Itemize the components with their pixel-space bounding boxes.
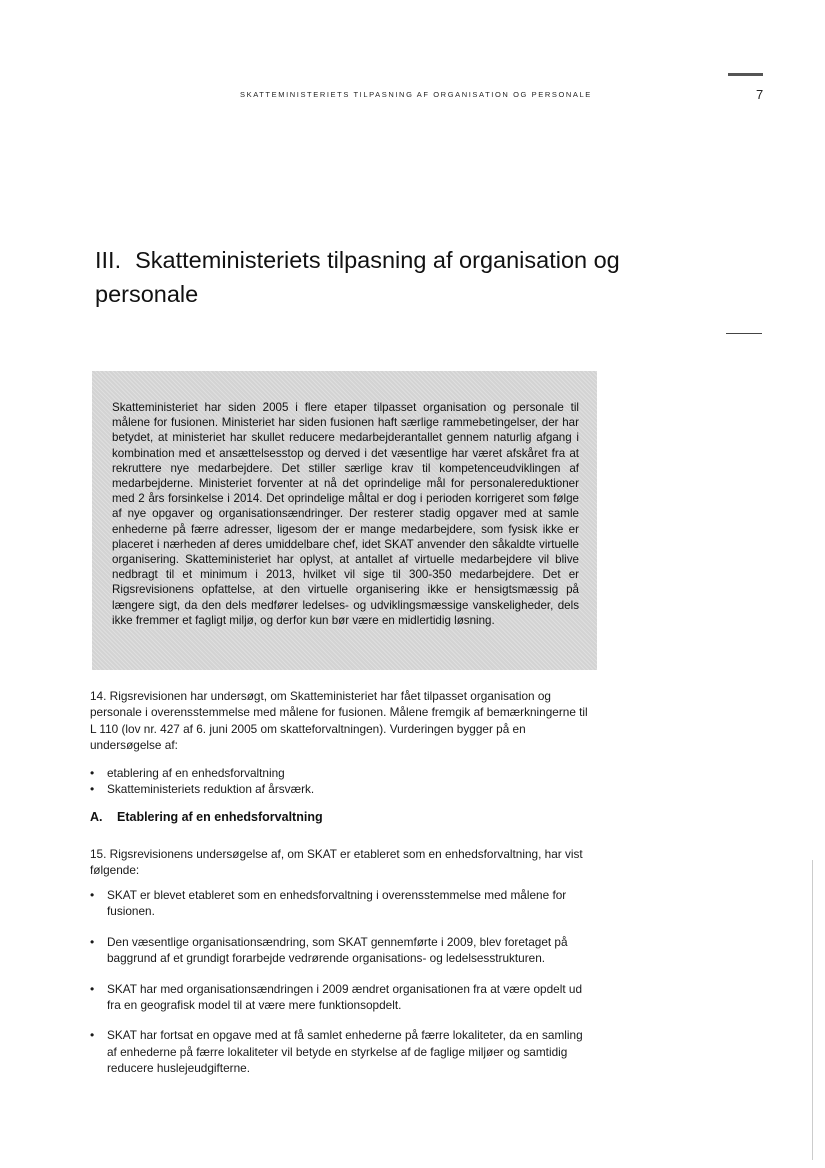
paragraph-15-list xyxy=(90,887,590,1091)
chapter-title-text: Skatteministeriets tilpasning af organisation og personale xyxy=(95,247,620,307)
section-title: Etablering af en enhedsforvaltning xyxy=(117,810,323,824)
list-item: • Den væsentlige organisationsændring, som SKAT gennemførte i 2009, blev foretaget på baggrund af et grundigt forarbejde vedrørende organisations- og ledelsesstrukturen. xyxy=(90,934,590,967)
paragraph-15-text: 15. Rigsrevisionens undersøgelse af, om SKAT er etableret som en enhedsforvaltning, har vist følgende: xyxy=(90,847,583,878)
chapter-title xyxy=(95,243,635,311)
list-item: • Skatteministeriets reduktion af årsværk. xyxy=(90,781,590,797)
list-item: • SKAT har fortsat en opgave med at få samlet enhederne på færre lokaliteter, da en samling af enhederne på færre lokaliteter vil betyde en styrkelse af de faglige miljøer og samtidig reducere huslejeudgifterne. xyxy=(90,1027,590,1076)
paragraph-14 xyxy=(90,688,590,754)
paragraph-14-text: 14. Rigsrevisionen har undersøgt, om Skatteministeriet har fået tilpasset organisation og personale i overensstemmelse med målene for fusionen. Målene fremgik af bemærkningerne til L 110 (lov nr. 427 af 6. juni 2005 om skatteforvaltningen). Vurderingen bygger på en undersøgelse af: xyxy=(90,689,588,753)
running-header: SKATTEMINISTERIETS TILPASNING AF ORGANISATION OG PERSONALE xyxy=(240,90,592,99)
section-heading xyxy=(90,810,323,824)
paragraph-15 xyxy=(90,846,590,879)
paragraph-14-list xyxy=(90,765,590,798)
scan-edge-mark xyxy=(726,333,762,334)
section-letter: A. xyxy=(90,810,103,824)
list-item: • SKAT er blevet etableret som en enhedsforvaltning i overensstemmelse med målene for fusionen. xyxy=(90,887,590,920)
scan-edge-mark xyxy=(728,73,763,76)
page-number: 7 xyxy=(756,87,764,102)
scan-edge-line xyxy=(812,860,813,1160)
chapter-number: III. xyxy=(95,247,122,273)
summary-text: Skatteministeriet har siden 2005 i flere etaper tilpasset organisation og personale til målene for fusionen. Ministeriet har siden fusionen haft særlige rammebetingelser, der har betydet, at ministeriet har skullet reducere medarbejderantallet gennem naturlig afgang i kombination med et ansættelsesstop og derved i det væsentlige har været afskåret fra at rekruttere nye medarbejdere. Det stiller særlige krav til kompetenceudviklingen af medarbejderne. Ministeriet forventer at nå det oprindelige mål for personalereduktioner med 2 års forsinkelse i 2014. Det oprindelige måltal er dog i perioden korrigeret som følge af nye opgaver og organisationsændringer. Der resterer stadig opgaver med at samle enhederne på færre adresser, ligesom der er mange medarbejdere, som fysisk ikke er placeret i nærheden af deres umiddelbare chef, idet SKAT anvender den såkaldte virtuelle organisering. Skatteministeriet har oplyst, at antallet af virtuelle medarbejdere vil blive nedbragt til et minimum i 2013, hvilket vil sige til 300-350 medarbejdere. Det er Rigsrevisionens opfattelse, at den virtuelle organisering ikke er hensigtsmæssig på længere sigt, da den dels medfører ledelses- og udviklingsmæssige vanskeligheder, dels ikke fremmer et fagligt miljø, og derfor kun bør være en midlertidig løsning. xyxy=(112,401,579,627)
list-item: • SKAT har med organisationsændringen i 2009 ændret organisationen fra at være opdelt ud fra en geografisk model til at være mere funktionsopdelt. xyxy=(90,981,590,1014)
summary-box xyxy=(92,371,597,670)
list-item: • etablering af en enhedsforvaltning xyxy=(90,765,590,781)
